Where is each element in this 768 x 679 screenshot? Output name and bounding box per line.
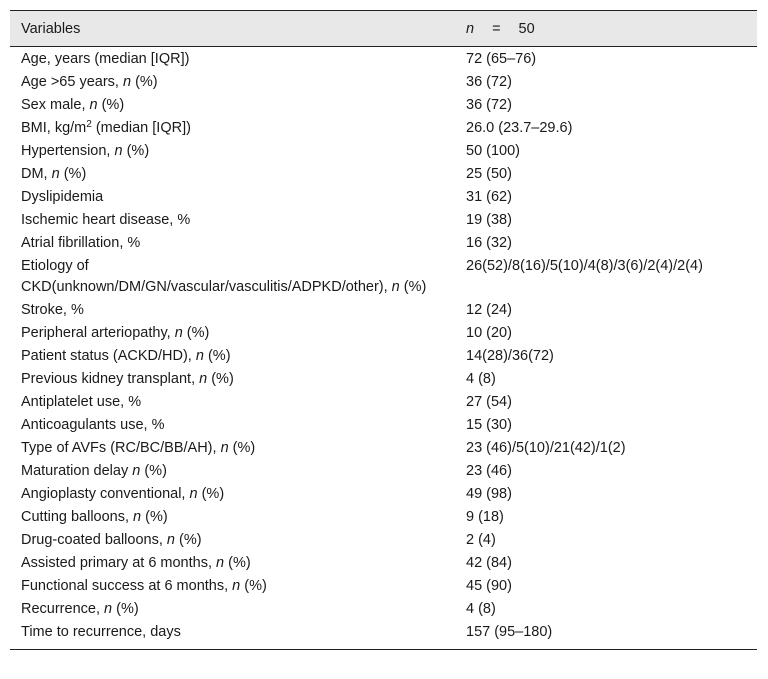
row-value: 49 (98) [466,486,512,502]
label-text: (%) [140,463,167,479]
row-variable-label [10,300,455,321]
row-value: 26.0 (23.7–29.6) [466,120,573,136]
row-value: 23 (46)/5(10)/21(42)/1(2) [466,440,626,456]
row-value: 12 (24) [466,302,512,318]
label-text: Peripheral arteriopathy, [21,325,175,341]
italic-n: n [174,325,183,341]
table-row [10,552,757,575]
italic-n: n [216,555,225,571]
table-row [10,299,757,322]
row-variable-label [10,233,455,254]
row-value: 2 (4) [466,532,496,548]
row-value: 36 (72) [466,97,512,113]
label-text: BMI, kg/m [21,120,87,136]
label-text: DM, [21,166,52,182]
row-value: 23 (46) [466,463,512,479]
table-row [10,391,757,414]
label-text: (%) [174,532,202,548]
label-text: Anticoagulants use, % [21,417,165,433]
row-variable-label [10,118,455,139]
label-text: (%) [112,601,139,617]
label-text: Assisted primary at 6 months, [21,555,217,571]
row-variable-label [10,484,455,505]
table-row [10,437,757,460]
italic-n: n [104,601,113,617]
header-variables: Variables [21,20,81,37]
table-row [10,209,757,232]
table-row [10,483,757,506]
table-row [10,94,757,117]
label-text: Ischemic heart disease, % [21,212,191,228]
label-text: (%) [197,486,225,502]
table-row [10,255,757,299]
row-value: 42 (84) [466,555,512,571]
italic-n: n [132,463,141,479]
row-variable-label [10,164,455,185]
table-row [10,506,757,529]
label-text: (%) [59,166,87,182]
row-variable-label [10,461,455,482]
row-value: 16 (32) [466,235,512,251]
italic-n: n [220,440,229,456]
label-text: (%) [122,143,150,159]
label-text: Time to recurrence, days [21,624,181,640]
label-text: (%) [399,279,427,295]
row-variable-label [10,49,455,70]
row-value: 9 (18) [466,509,504,525]
label-text: Functional success at 6 months, [21,578,233,594]
label-text: Cutting balloons, [21,509,134,525]
table-row [10,117,757,140]
italic-n: n [89,97,98,113]
label-text: (%) [141,509,168,525]
table-row [10,414,757,437]
label-text: Type of AVFs (RC/BC/BB/AH), [21,440,221,456]
row-variable-label [10,72,455,93]
label-text: Antiplatelet use, % [21,394,142,410]
table-row [10,598,757,621]
italic-n: n [133,509,142,525]
superscript: 2 [86,119,92,130]
row-value: 31 (62) [466,189,512,205]
italic-n: n [232,578,241,594]
row-value: 45 (90) [466,578,512,594]
label-text: (%) [131,74,158,90]
table-row [10,48,757,71]
row-variable-label [10,256,455,298]
row-value: 10 (20) [466,325,512,341]
label-text: Dyslipidemia [21,189,104,205]
row-variable-label [10,95,455,116]
label-text: (%) [240,578,267,594]
row-variable-label [10,622,455,643]
label-text: (%) [97,97,125,113]
header-n-count [455,21,757,37]
label-text: (%) [224,555,251,571]
label-text: (%) [182,325,210,341]
row-variable-label [10,599,455,620]
row-value: 26(52)/8(16)/5(10)/4(8)/3(6)/2(4)/2(4) [466,258,703,274]
table-row [10,460,757,483]
label-text: Hypertension, [21,143,115,159]
row-variable-label [10,530,455,551]
italic-n: n [195,348,204,364]
row-variable-label [10,415,455,436]
row-value: 25 (50) [466,166,512,182]
table-row [10,322,757,345]
row-variable-label [10,392,455,413]
table-row [10,345,757,368]
label-text: (median [IQR]) [91,120,191,136]
table-row [10,368,757,391]
row-variable-label [10,369,455,390]
row-variable-label [10,507,455,528]
row-variable-label [10,141,455,162]
row-value: 72 (65–76) [466,51,537,67]
italic-n: n [51,166,60,182]
row-variable-label [10,346,455,367]
table-row [10,529,757,552]
row-variable-label [10,576,455,597]
table-header-row [10,11,757,47]
label-text: Recurrence, [21,601,105,617]
label-text: (%) [203,348,231,364]
label-text: (%) [207,371,234,387]
row-variable-label [10,553,455,574]
label-text: Age >65 years, [21,74,123,90]
row-value: 15 (30) [466,417,512,433]
table-bottom-rule [10,649,757,650]
label-text: Etiology of CKD(unknown/DM/GN/vascular/vasculitis/ADPKD/other), [21,258,392,295]
table-row [10,232,757,255]
row-value: 50 (100) [466,143,521,159]
label-text: (%) [228,440,256,456]
label-text: Previous kidney transplant, [21,371,200,387]
row-value: 19 (38) [466,212,512,228]
table-row [10,140,757,163]
header-n-symbol: n [466,20,475,37]
row-value: 4 (8) [466,601,496,617]
label-text: Age, years (median [IQR]) [21,51,190,67]
table-row [10,163,757,186]
table-row [10,186,757,209]
row-variable-label [10,210,455,231]
row-value: 157 (95–180) [466,624,553,640]
header-equals: = [492,20,501,37]
table-body [10,47,757,649]
italic-n: n [391,279,400,295]
label-text: Stroke, % [21,302,84,318]
label-text: Patient status (ACKD/HD), [21,348,196,364]
label-text: Maturation delay [21,463,133,479]
table-row [10,621,757,644]
row-value: 4 (8) [466,371,496,387]
italic-n: n [189,486,198,502]
header-n-value: 50 [518,20,535,37]
row-value: 14(28)/36(72) [466,348,554,364]
baseline-characteristics-table [10,10,757,650]
italic-n: n [166,532,175,548]
table-row [10,575,757,598]
italic-n: n [122,74,132,90]
italic-n: n [114,143,123,159]
label-text: Sex male, [21,97,90,113]
italic-n: n [199,371,208,387]
label-text: Atrial fibrillation, % [21,235,141,251]
row-variable-label [10,187,455,208]
row-variable-label [10,438,455,459]
row-value: 36 (72) [466,74,512,90]
table-row [10,71,757,94]
row-variable-label [10,323,455,344]
label-text: Angioplasty conventional, [21,486,190,502]
row-value: 27 (54) [466,394,512,410]
label-text: Drug-coated balloons, [21,532,167,548]
